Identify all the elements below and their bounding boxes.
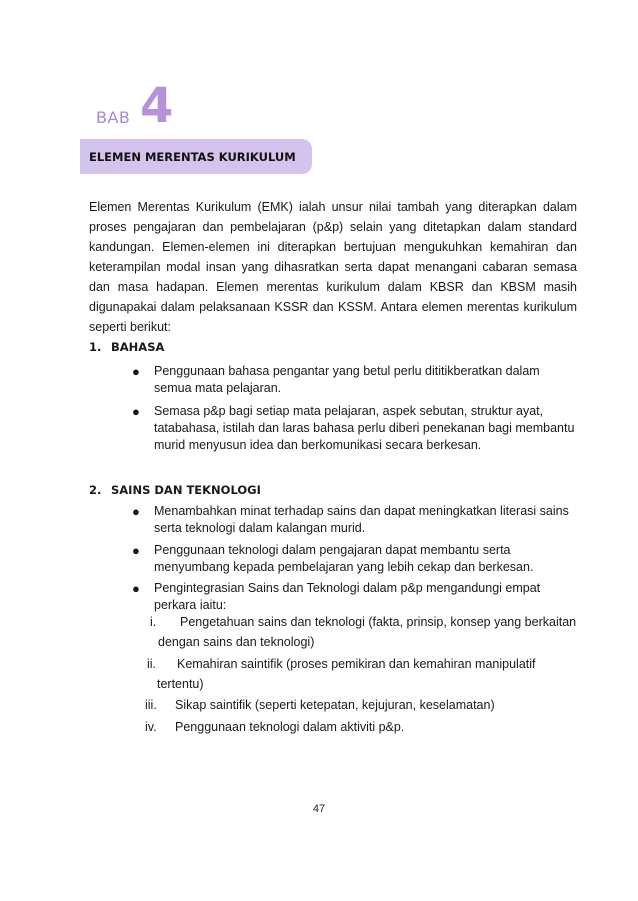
list-item-text: Menambahkan minat terhadap sains dan dapat meningkatkan literasi sains serta teknologi dalam kalangan murid. <box>154 504 569 535</box>
sub-item-text: Kemahiran saintifik (proses pemikiran dan kemahiran manipulatif <box>177 657 536 671</box>
chapter-label: BAB <box>96 108 131 127</box>
chapter-title-bar <box>80 139 312 174</box>
section-title: SAINS DAN TEKNOLOGI <box>111 483 261 497</box>
sub-item-continuation: dengan sains dan teknologi) <box>158 635 315 649</box>
sub-item-text: Pengetahuan sains dan teknologi (fakta, prinsip, konsep yang berkaitan <box>180 615 577 629</box>
sub-item-text: Penggunaan teknologi dalam aktiviti p&p. <box>175 720 405 734</box>
sub-item-marker: i. <box>150 615 157 629</box>
list-item-text: Pengintegrasian Sains dan Teknologi dalam p&p mengandungi empat perkara iaitu: <box>154 581 541 612</box>
list-item-text: Penggunaan teknologi dalam pengajaran dapat membantu serta menyumbang kepada pembelajaran yang lebih cekap dan berkesan. <box>154 543 534 574</box>
section-heading-sains-teknologi <box>89 483 261 497</box>
sub-item <box>145 719 404 736</box>
page-number: 47 <box>312 803 326 815</box>
section-number: 2. <box>89 483 102 497</box>
list-item <box>132 403 578 454</box>
section-number: 1. <box>89 340 102 354</box>
chapter-number: 4 <box>140 78 174 134</box>
sub-item-continuation: tertentu) <box>157 677 204 691</box>
section-title: BAHASA <box>111 340 165 354</box>
list-item-text: Penggunaan bahasa pengantar yang betul perlu dititikberatkan dalam semua mata pelajaran. <box>154 364 540 395</box>
list-item <box>132 580 578 614</box>
bullet-icon: ● <box>132 504 140 519</box>
sub-item <box>145 697 495 714</box>
sub-item-marker: iv. <box>145 720 157 734</box>
list-item-text: Semasa p&p bagi setiap mata pelajaran, aspek sebutan, struktur ayat, tatabahasa, istilah dan laras bahasa perlu diberi penekanan bagi membantu murid menyusun idea dan berkomunikasi secara berkesan. <box>154 404 575 452</box>
sub-item <box>147 656 536 673</box>
section-heading-bahasa <box>89 340 164 354</box>
chapter-title: ELEMEN MERENTAS KURIKULUM <box>89 149 296 164</box>
list-item <box>132 503 578 537</box>
sub-item-text: Sikap saintifik (seperti ketepatan, kejujuran, keselamatan) <box>175 698 495 712</box>
bullet-icon: ● <box>132 404 140 419</box>
bullet-icon: ● <box>132 364 140 379</box>
sub-item <box>150 614 576 631</box>
intro-paragraph: Elemen Merentas Kurikulum (EMK) ialah unsur nilai tambah yang diterapkan dalam proses pengajaran dan pembelajaran (p&p) selain yang ditetapkan dalam standard kandungan. Elemen-elemen ini diterapkan bertujuan mengukuhkan kemahiran dan keterampilan modal insan yang dihasratkan serta dapat menangani cabaran semasa dan masa hadapan. Elemen merentas kurikulum dalam KBSR dan KBSM masih digunapakai dalam pelaksanaan KSSR dan KSSM. Antara elemen merentas kurikulum seperti berikut: <box>89 200 577 334</box>
bullet-icon: ● <box>132 543 140 558</box>
list-item <box>132 363 578 397</box>
bullet-icon: ● <box>132 581 140 596</box>
sub-item-marker: iii. <box>145 698 157 712</box>
list-item <box>132 542 578 576</box>
sub-item-marker: ii. <box>147 657 157 671</box>
